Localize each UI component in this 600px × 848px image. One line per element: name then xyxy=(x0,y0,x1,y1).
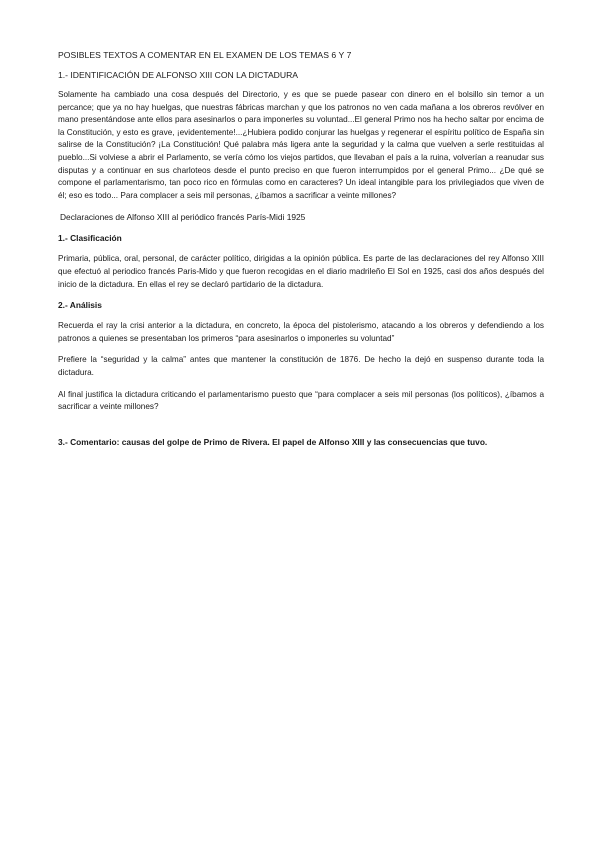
analisis-heading: 2.- Análisis xyxy=(58,300,102,311)
spacer xyxy=(58,423,544,437)
analisis-paragraph-2: Prefiere la “seguridad y la calma” antes que mantener la constitución de 1876. De hecho la dejó en suspenso durante toda la dictadura. xyxy=(58,355,544,377)
quote-text: Solamente ha cambiado una cosa después del Directorio, y es que se puede pasear con dinero en el bolsillo sin temor a un percance; que ya no hay huelgas, que nuestras fábricas marchan y que los patronos no ven cada mañana a los obreros revólver en mano presentándose ante ellos para asesinarlos o para imponerles su voluntad...El general Primo nos ha hecho saltar por encima de la Constitución, y esto es grave, ¡evidentemente!...¿Hubiera podido conjurar las huelgas y regenerar el espíritu político de España sin salirse de la Constitución? ¡La Constitución! Qué palabra más ligera ante la seguridad y la calma que vuelven a serle restituidas al pueblo...Si volviese a abrir el Parlamento, se vería cómo los viejos partidos, que llevaban el país a la ruina, volverían a reanudar sus disputas y a continuar en sus charloteos desde el punto preciso en que fueron interrumpidos por el general Primo... ¿De qué se compone el parlamentarismo, tan poco rico en fórmulas como en caracteres? Un ideal intangible para los privilegiados que viven de él; eso es todo... Para complacer a seis mil personas, ¿íbamos a sacrificar a veinte millones? xyxy=(58,90,544,200)
clasificacion-text: Primaria, pública, oral, personal, de carácter político, dirigidas a la opinión pública. Es parte de las declaraciones del rey Alfonso XIII que efectuó al periodico francés Paris-Mido y que fueron recogidas en el diario madrileño El Sol en 1925, casi dos años después del inicio de la dictadura. En ellas el rey se declaró partidario de la dictadura. xyxy=(58,254,544,289)
section-title: 1.- IDENTIFICACIÓN DE ALFONSO XIII CON LA DICTADURA xyxy=(58,70,299,80)
document-page xyxy=(58,50,544,447)
comentario-heading: 3.- Comentario: causas del golpe de Primo de Rivera. El papel de Alfonso XIII y las consecuencias que tuvo. xyxy=(58,436,488,447)
analisis-paragraph-1: Recuerda el ray la crisi anterior a la dictadura, en concreto, la época del pistolerismo, atacando a los obreros y defendiendo a los patronos a quienes se presentaban los primeros “para asesinarlos o imponerles su voluntad” xyxy=(58,321,544,343)
analisis-paragraph-3: Al final justifica la dictadura criticando el parlamentarismo puesto que “para complacer a seis mil personas (los políticos), ¿íbamos a sacrificar a veinte millones? xyxy=(58,389,544,412)
document-title: POSIBLES TEXTOS A COMENTAR EN EL EXAMEN DE LOS TEMAS 6 Y 7 xyxy=(58,50,352,60)
clasificacion-heading: 1.- Clasificación xyxy=(58,233,122,244)
quote-source: Declaraciones de Alfonso XIII al periódico francés París-Midi 1925 xyxy=(60,212,306,223)
